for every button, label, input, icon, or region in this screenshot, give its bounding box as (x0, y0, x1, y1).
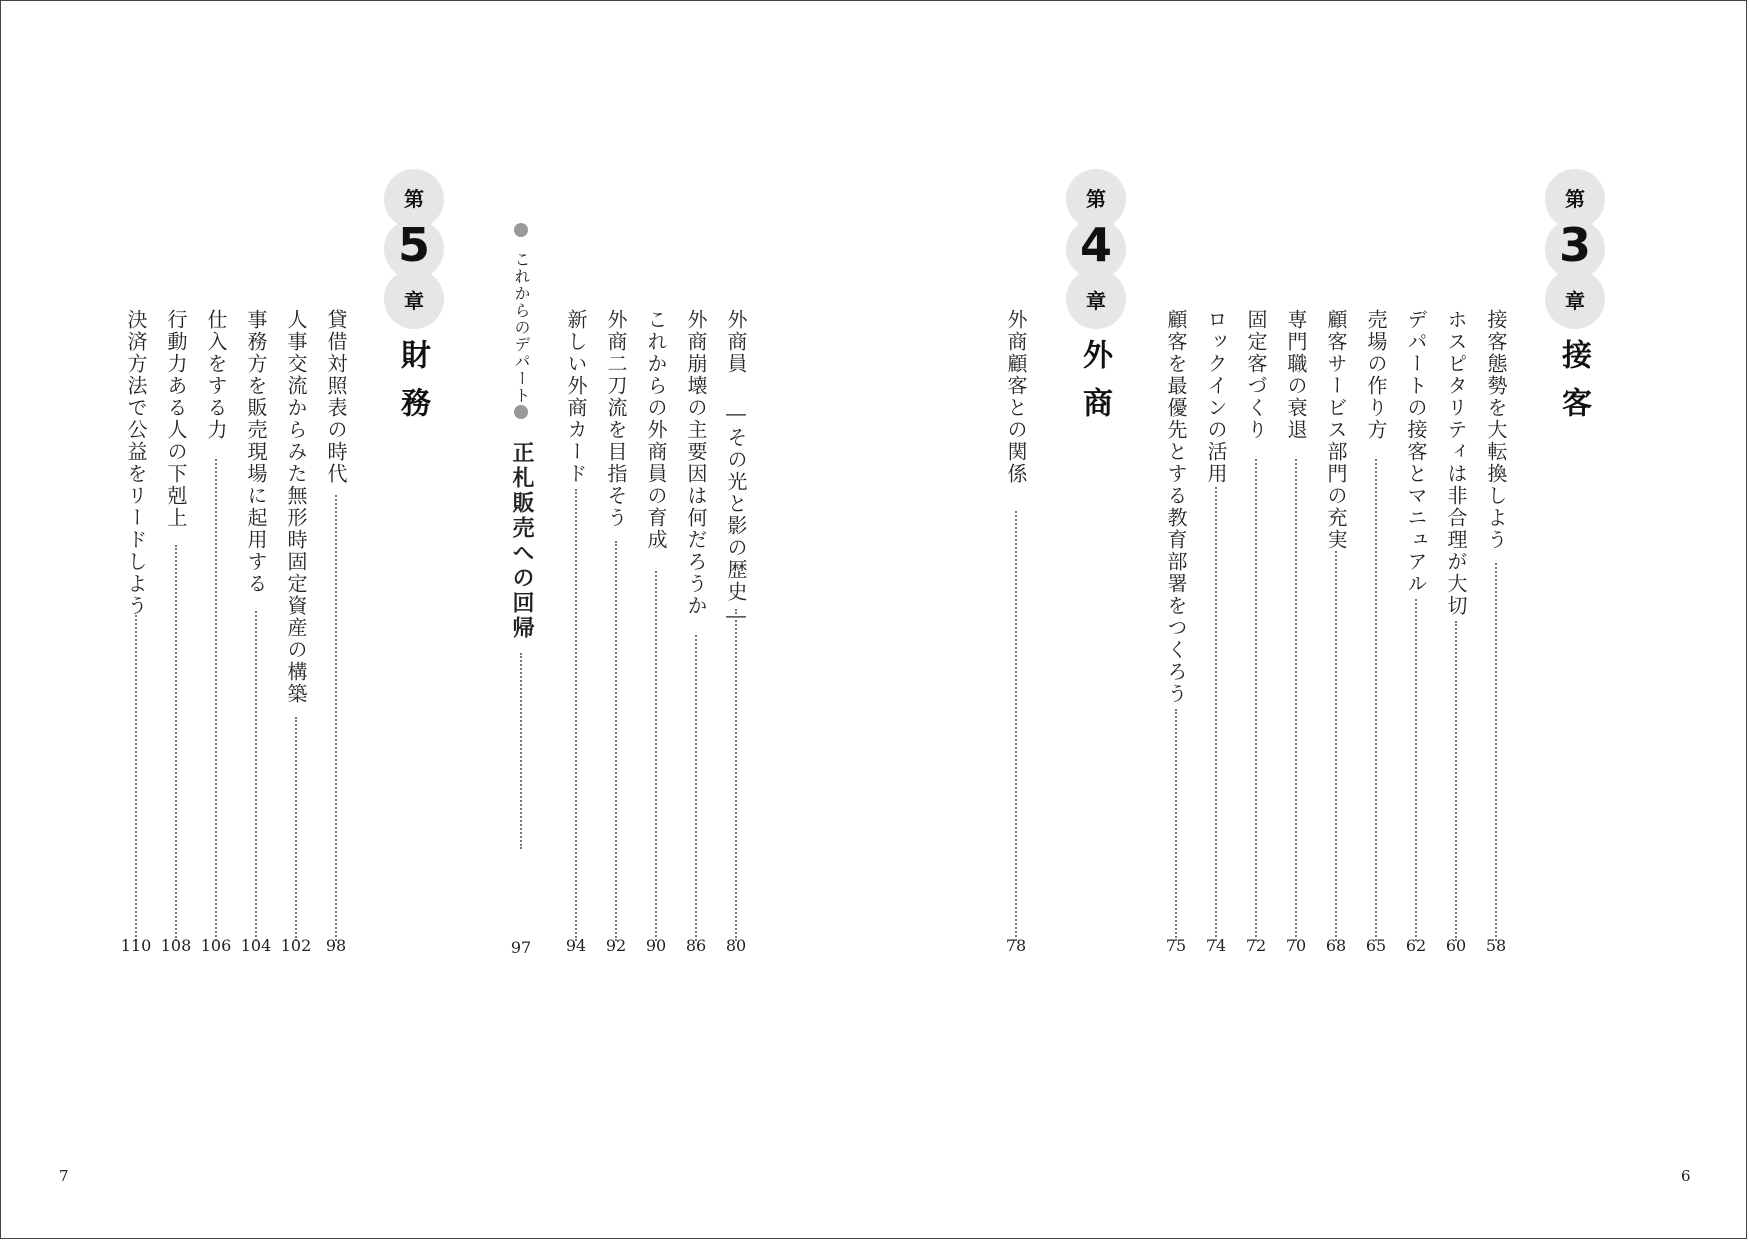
toc-entry-page: 62 (1405, 936, 1427, 955)
toc-entry-page: 86 (685, 936, 707, 955)
chapter-prefix: 第 (1565, 187, 1585, 211)
toc-entry[interactable] (121, 309, 151, 959)
toc-entry[interactable] (161, 309, 191, 959)
toc-entry[interactable] (241, 309, 271, 959)
chapter-prefix: 第 (1086, 187, 1106, 211)
leader-dots (655, 571, 657, 941)
toc-entry-title: 顧客サービス部門の充実 (1324, 309, 1348, 551)
leader-dots (255, 611, 257, 941)
toc-entry[interactable] (1001, 309, 1031, 959)
toc-entry[interactable] (641, 309, 671, 959)
leader-dots (215, 459, 217, 941)
chapter-5-title: 財務 (395, 339, 430, 435)
toc-entry-page: 68 (1325, 936, 1347, 955)
toc-entry[interactable] (1441, 309, 1471, 959)
chapter-5-badge (384, 169, 444, 329)
bullet-icon (514, 223, 528, 237)
toc-entry-title: 人事交流からみた無形時固定資産の構築 (284, 309, 308, 705)
section-label: これからのデパート (512, 251, 531, 404)
toc-entry-title: 売場の作り方 (1364, 309, 1388, 441)
chapter-suffix: 章 (1086, 289, 1106, 313)
toc-entry-page: 104 (240, 936, 272, 955)
toc-entry[interactable] (1161, 309, 1191, 959)
toc-entry-title: 外商二刀流を目指そう (604, 309, 628, 529)
page-number-right: 6 (1681, 1167, 1691, 1185)
page-number-left: 7 (59, 1167, 69, 1185)
leader-dots (1295, 459, 1297, 941)
leader-dots (135, 615, 137, 941)
toc-entry-page: 110 (120, 936, 152, 955)
toc-entry[interactable] (561, 309, 591, 959)
leader-dots (615, 541, 617, 941)
chapter-suffix: 章 (404, 289, 424, 313)
toc-entry-page: 70 (1285, 936, 1307, 955)
leader-dots (1495, 563, 1497, 941)
toc-entry-title: 外商顧客との関係 (1004, 309, 1028, 485)
toc-entry[interactable] (721, 309, 751, 959)
toc-entry[interactable] (201, 309, 231, 959)
toc-entry[interactable] (1481, 309, 1511, 959)
chapter-number: 4 (1079, 218, 1112, 272)
toc-entry-title: 外商崩壊の主要因は何だろうか (684, 309, 708, 617)
toc-section[interactable] (501, 223, 541, 959)
toc-entry-page: 94 (565, 936, 587, 955)
toc-entry-title: 決済方法で公益をリードしよう (124, 309, 148, 617)
chapter-4-badge (1066, 169, 1126, 329)
leader-dots (335, 495, 337, 941)
toc-entry-title: ホスピタリティは非合理が大切 (1444, 309, 1468, 617)
toc-entry-title: 専門職の衰退 (1284, 309, 1308, 441)
toc-entry[interactable] (1201, 309, 1231, 959)
toc-entry-page: 108 (160, 936, 192, 955)
toc-entry-title: 事務方を販売現場に起用する (244, 309, 268, 595)
leader-dots (735, 609, 737, 941)
chapter-3-badge (1545, 169, 1605, 329)
toc-entry[interactable] (601, 309, 631, 959)
leader-dots (1215, 487, 1217, 941)
toc-entry-page: 72 (1245, 936, 1267, 955)
leader-dots (295, 717, 297, 941)
toc-entry-title: 接客態勢を大転換しよう (1484, 309, 1508, 551)
toc-entry-title: 新しい外商カード (564, 309, 588, 485)
toc-entry[interactable] (1361, 309, 1391, 959)
toc-entry-title: 顧客を最優先とする教育部署をつくろう (1164, 309, 1188, 705)
toc-entry-title: これからの外商員の育成 (644, 309, 668, 551)
leader-dots (1375, 459, 1377, 941)
toc-entry[interactable] (281, 309, 311, 959)
chapter-suffix: 章 (1565, 289, 1585, 313)
toc-entry-page: 75 (1165, 936, 1187, 955)
chapter-number: 3 (1558, 218, 1591, 272)
leader-dots (1415, 599, 1417, 941)
toc-entry-title: 貸借対照表の時代 (324, 309, 348, 485)
toc-entry-page: 98 (325, 936, 347, 955)
section-title: 正札販売への回帰 (509, 441, 534, 641)
leader-dots (575, 489, 577, 941)
toc-entry[interactable] (1401, 309, 1431, 959)
toc-entry-page: 60 (1445, 936, 1467, 955)
chapter-number: 5 (397, 218, 430, 272)
toc-entry[interactable] (321, 309, 351, 959)
toc-entry-title: 固定客づくり (1244, 309, 1268, 441)
toc-entry-title: 外商員 ―その光と影の歴史― (724, 309, 748, 629)
toc-entry-page: 92 (605, 936, 627, 955)
toc-entry-title: 仕入をする力 (204, 309, 228, 441)
bullet-icon (514, 405, 528, 419)
leader-dots (1255, 459, 1257, 941)
leader-dots (1455, 621, 1457, 941)
leader-dots (175, 545, 177, 941)
toc-entry[interactable] (1321, 309, 1351, 959)
toc-entry-title: デパートの接客とマニュアル (1404, 309, 1428, 595)
chapter-3-title: 接客 (1556, 339, 1591, 435)
leader-dots (695, 635, 697, 941)
toc-entry-page: 74 (1205, 936, 1227, 955)
toc-entry-page: 106 (200, 936, 232, 955)
toc-entry[interactable] (681, 309, 711, 959)
chapter-prefix: 第 (404, 187, 424, 211)
toc-entry-page: 65 (1365, 936, 1387, 955)
toc-entry[interactable] (1281, 309, 1311, 959)
toc-entry[interactable] (1241, 309, 1271, 959)
toc-entry-page: 80 (725, 936, 747, 955)
leader-dots (1335, 551, 1337, 941)
toc-entry-page: 78 (1005, 936, 1027, 955)
toc-entry-page: 102 (280, 936, 312, 955)
leader-dots (1015, 511, 1017, 941)
toc-entry-page: 58 (1485, 936, 1507, 955)
section-page: 97 (510, 938, 532, 957)
toc-entry-title: ロックインの活用 (1204, 309, 1228, 485)
leader-dots (520, 653, 522, 849)
toc-entry-page: 90 (645, 936, 667, 955)
leader-dots (1175, 709, 1177, 941)
toc-entry-title: 行動力ある人の下剋上 (164, 309, 188, 529)
chapter-4-title: 外商 (1077, 339, 1112, 435)
